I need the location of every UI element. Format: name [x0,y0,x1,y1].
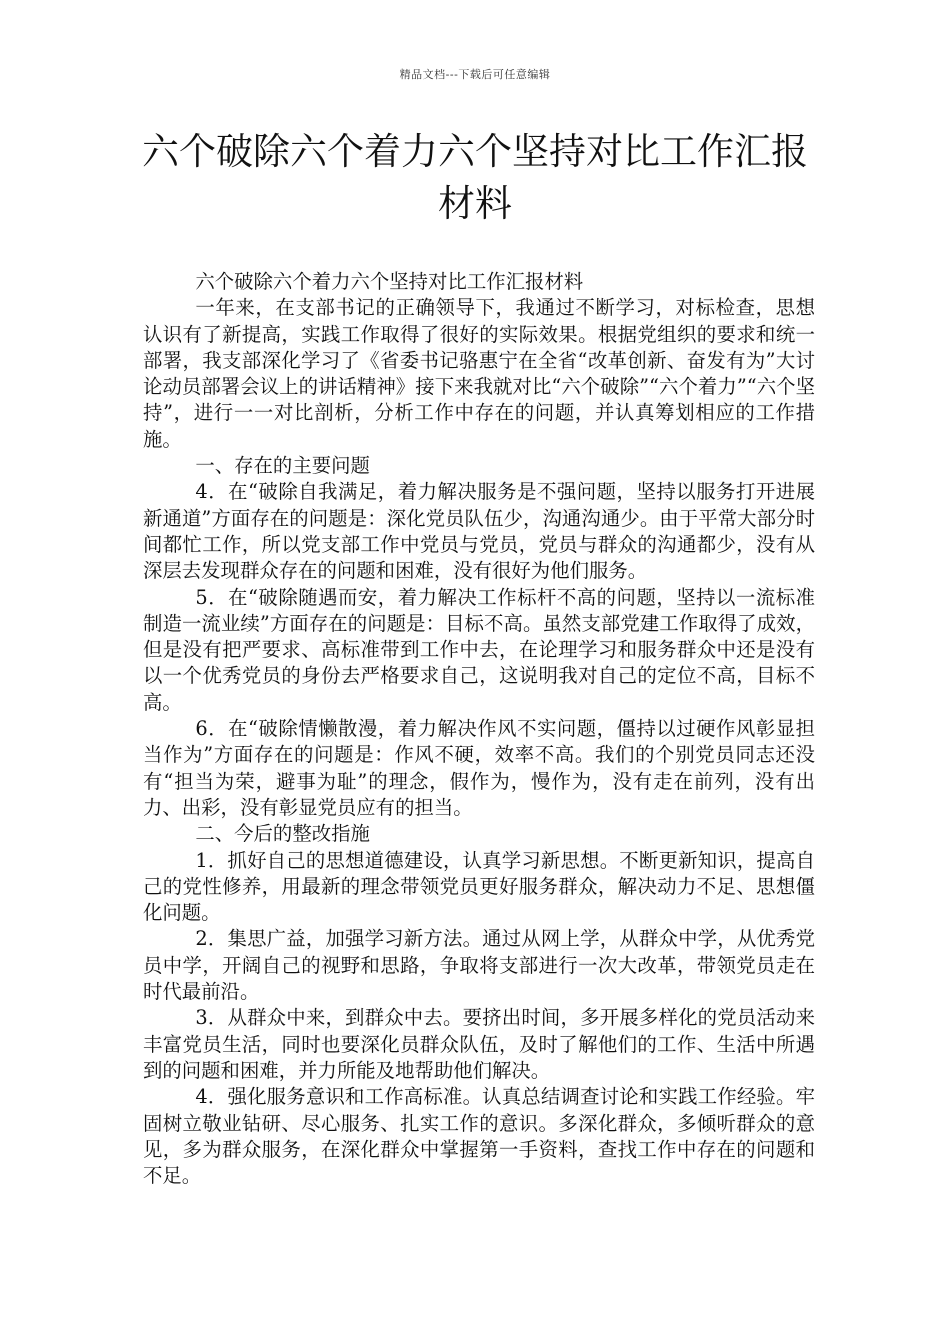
header-note: 精品文档---下载后可任意编辑 [399,68,551,81]
paragraph-subtitle: 六个破除六个着力六个坚持对比工作汇报材料 [195,270,584,293]
paragraph-problem-5: 5．在“破除随遇而安，着力解决工作标杆不高的问题，坚持以一流标准制造一流业续”方面存在的问题是：目标不高。虽然支部党建工作取得了成效，但是没有把严要求、高标准带到工作中去，在论理学习和服务群众中还是没有以一个优秀党员的身份去严格要求自己，这说明我对自己的定位不高，目标不高。 [143,585,815,714]
document-body [143,269,815,1189]
paragraph-measure-1: 1．抓好自己的思想道德建设，认真学习新思想。不断更新知识，提高自己的党性修养，用最新的理念带领党员更好服务群众，解决动力不足、思想僵化问题。 [143,848,815,925]
document-title: 六个破除六个着力六个坚持对比工作汇报材料 [142,130,808,225]
paragraph-measure-4: 4．强化服务意识和工作高标准。认真总结调查讨论和实践工作经验。牢固树立敬业钻研、尽心服务、扎实工作的意识。多深化群众，多倾听群众的意见，多为群众服务，在深化群众中掌握第一手资料，查找工作中存在的问题和不足。 [143,1085,815,1188]
paragraph-problem-6: 6．在“破除情懒散漫，着力解决作风不实问题，僵持以过硬作风彰显担当作为”方面存在的问题是：作风不硬，效率不高。我们的个别党员同志还没有“担当为荣，避事为耻”的理念，假作为，慢作为，没有走在前列，没有出力、出彩，没有彰显党员应有的担当。 [143,717,815,819]
section-heading-problems: 一、存在的主要问题 [195,454,370,478]
paragraph-measure-3: 3．从群众中来，到群众中去。要挤出时间，多开展多样化的党员活动来丰富党员生活，同时也要深化员群众队伍，及时了解他们的工作、生活中所遇到的问题和困难，并力所能及地帮助他们解决。 [143,1006,815,1082]
section-heading-measures: 二、今后的整改指施 [195,822,370,846]
paragraph-intro: 一年来，在支部书记的正确领导下，我通过不断学习，对标检查，思想认识有了新提高，实践工作取得了很好的实际效果。根据党组织的要求和统一部署，我支部深化学习了《省委书记骆惠宁在全省“改革创新、奋发有为”大讨论动员部署会议上的讲话精神》接下来我就对比“六个破除”“六个着力”“六个坚持”，进行一一对比剖析，分析工作中存在的问题，并认真筹划相应的工作措施。 [143,296,815,451]
paragraph-measure-2: 2．集思广益，加强学习新方法。通过从网上学，从群众中学，从优秀党员中学，开阔自己的视野和思路，争取将支部进行一次大改革，带领党员走在时代最前沿。 [143,927,815,1004]
paragraph-problem-4: 4．在“破除自我满足，着力解决服务是不强问题，坚持以服务打开进展新通道”方面存在的问题是：深化党员队伍少，沟通沟通少。由于平常大部分时间都忙工作，所以党支部工作中党员与党员，党员与群众的沟通都少，没有从深层去发现群众存在的问题和困难，没有很好为他们服务。 [143,480,815,583]
